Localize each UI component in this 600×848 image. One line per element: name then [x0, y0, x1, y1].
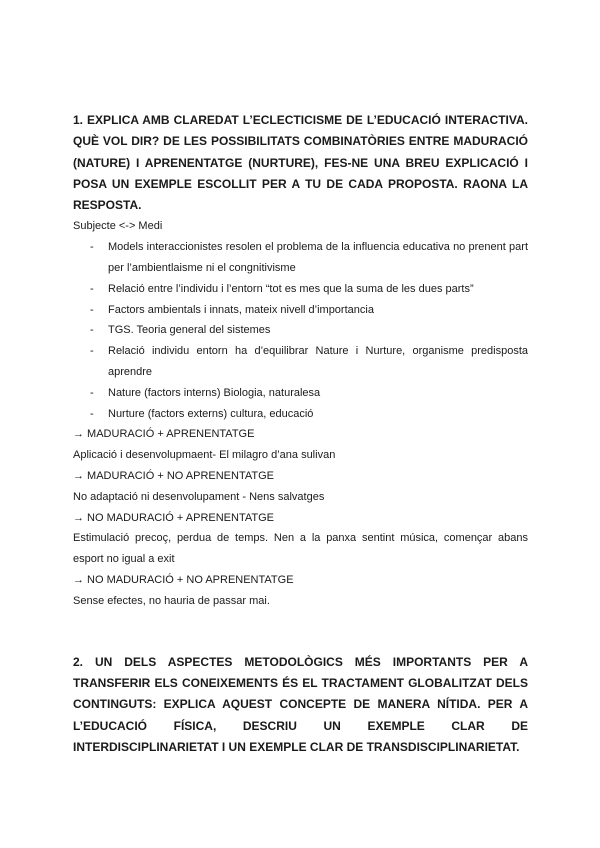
question-1-heading: 1. EXPLICA AMB CLAREDAT L’ECLECTICISME DE L’EDUCACIÓ INTERACTIVA. QUÈ VOL DIR? DE LES POSSIBILITATS COMBINATÒRIES ENTRE MADURACIÓ (NATURE) I APRENENTATGE (NURTURE), FES-NE UNA BREU EXPLICACIÓ I POSA UN EXEMPLE ESCOLLIT PER A TU DE CADA PROPOSTA. RAONA LA RESPOSTA.: [73, 113, 528, 213]
question-2-heading: 2. UN DELS ASPECTES METODOLÒGICS MÉS IMPORTANTS PER A TRANSFERIR ELS CONEIXEMENTS ÉS EL TRACTAMENT GLOBALITZAT DELS CONTINGUTS: EXPLICA AQUEST CONCEPTE DE MANERA NÍTIDA. PER A L’EDUCACIÓ FÍSICA, DESCRIU UN EXEMPLE CLAR DE INTERDISCIPLINARIETAT I UN EXEMPLE CLAR DE TRANSDISCIPLINARIETAT.: [73, 654, 528, 754]
question-1-intro: Subjecte <-> Medi: [73, 220, 163, 233]
list-item-text: Relació entre l’individu i l’entorn “tot es mes que la suma de les dues parts”: [108, 282, 474, 295]
combination-example: Aplicació i desenvolupmaent- El milagro d’ana sulivan: [73, 449, 336, 462]
combination-label: → NO MADURACIÓ + APRENENTATGE: [73, 511, 274, 524]
list-item-text: Nurture (factors externs) cultura, educació: [108, 407, 314, 420]
list-item-text: Relació individu entorn ha d’equilibrar Nature i Nurture, organisme predisposta aprendre: [108, 345, 528, 379]
list-item: [73, 383, 528, 404]
combination-example: No adaptació ni desenvolupament - Nens salvatges: [73, 490, 325, 503]
bullet-dash: -: [90, 324, 94, 337]
bullet-dash: -: [90, 282, 94, 295]
document-page: [73, 110, 528, 758]
bullet-dash: -: [90, 303, 94, 316]
bullet-dash: -: [90, 345, 94, 358]
section-spacer: [73, 612, 528, 652]
combination-label: → MADURACIÓ + NO APRENENTATGE: [73, 470, 274, 483]
list-item: [73, 300, 528, 321]
list-item: [73, 341, 528, 383]
list-item: [73, 279, 528, 300]
combination-label: → MADURACIÓ + APRENENTATGE: [73, 428, 255, 441]
bullet-dash: -: [90, 386, 94, 399]
combination-example: Sense efectes, no hauria de passar mai.: [73, 594, 270, 607]
question-1-bullet-list: [73, 237, 528, 424]
list-item-text: Nature (factors interns) Biologia, naturalesa: [108, 386, 321, 399]
bullet-dash: -: [90, 407, 94, 420]
bullet-dash: -: [90, 241, 94, 254]
list-item: [73, 404, 528, 425]
list-item-text: Factors ambientals i innats, mateix nivell d’importancia: [108, 303, 374, 316]
list-item-text: TGS. Teoria general del sistemes: [108, 324, 271, 337]
list-item: [73, 320, 528, 341]
combination-example: Estimulació precoç, perdua de temps. Nen a la panxa sentint música, començar abans esport no igual a exit: [73, 532, 528, 566]
combination-label: → NO MADURACIÓ + NO APRENENTATGE: [73, 574, 294, 587]
list-item: [73, 237, 528, 279]
list-item-text: Models interaccionistes resolen el problema de la influencia educativa no prenent part per l’ambientlaisme ni el congnitivisme: [108, 241, 528, 275]
